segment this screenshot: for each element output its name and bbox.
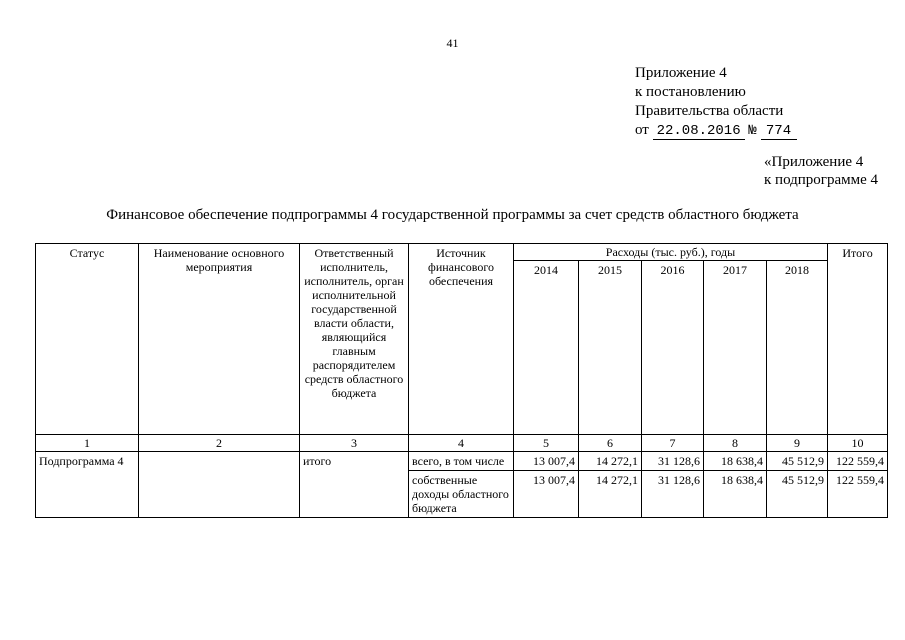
column-number: 2 xyxy=(139,435,300,452)
column-number: 5 xyxy=(514,435,579,452)
value-cell: 31 128,6 xyxy=(642,471,704,518)
header-year-2015: 2015 xyxy=(579,261,642,435)
sub-annex-block xyxy=(764,153,878,189)
column-number: 10 xyxy=(828,435,888,452)
header-year-2016: 2016 xyxy=(642,261,704,435)
financing-table xyxy=(35,243,888,518)
annex-date-prefix: от xyxy=(635,122,649,138)
column-number: 9 xyxy=(767,435,828,452)
total-cell: 122 559,4 xyxy=(828,471,888,518)
column-number-row xyxy=(36,435,888,452)
document-title: Финансовое обеспечение подпрограммы 4 государственной программы за счет средств областного бюджета xyxy=(106,207,799,223)
name-cell xyxy=(139,452,300,518)
value-cell: 13 007,4 xyxy=(514,471,579,518)
header-row-1 xyxy=(36,244,888,261)
value-cell: 14 272,1 xyxy=(579,452,642,471)
annex-date: 22.08.2016 xyxy=(653,124,745,140)
column-number: 1 xyxy=(36,435,139,452)
annex-line-2: к постановлению xyxy=(635,84,746,100)
sub-annex-line-1: «Приложение 4 xyxy=(764,154,864,170)
table-row xyxy=(36,452,888,471)
value-cell: 45 512,9 xyxy=(767,471,828,518)
sub-annex-line-2: к подпрограмме 4 xyxy=(764,172,878,188)
header-source: Источник финансового обеспечения xyxy=(409,244,514,435)
status-cell: Подпрограмма 4 xyxy=(36,452,139,518)
annex-number-sign: № xyxy=(748,123,757,139)
header-year-2018: 2018 xyxy=(767,261,828,435)
header-year-2014: 2014 xyxy=(514,261,579,435)
total-cell: 122 559,4 xyxy=(828,452,888,471)
annex-number: 774 xyxy=(761,124,797,140)
header-responsible: Ответственный исполнитель, исполнитель, орган исполнительной государственной власти области, являющийся главным распорядителем средств областного бюджета xyxy=(300,244,409,435)
column-number: 4 xyxy=(409,435,514,452)
header-name: Наименование основного мероприятия xyxy=(139,244,300,435)
source-cell: всего, в том числе xyxy=(409,452,514,471)
annex-block xyxy=(635,64,797,141)
value-cell: 14 272,1 xyxy=(579,471,642,518)
header-status: Статус xyxy=(36,244,139,435)
annex-date-line xyxy=(635,121,797,141)
value-cell: 18 638,4 xyxy=(704,452,767,471)
column-number: 8 xyxy=(704,435,767,452)
responsible-cell: итого xyxy=(300,452,409,518)
header-total: Итого xyxy=(828,244,888,435)
header-year-2017: 2017 xyxy=(704,261,767,435)
page-number: 41 xyxy=(446,36,459,50)
source-cell: собственные доходы областного бюджета xyxy=(409,471,514,518)
value-cell: 31 128,6 xyxy=(642,452,704,471)
value-cell: 13 007,4 xyxy=(514,452,579,471)
column-number: 3 xyxy=(300,435,409,452)
value-cell: 45 512,9 xyxy=(767,452,828,471)
value-cell: 18 638,4 xyxy=(704,471,767,518)
column-number: 6 xyxy=(579,435,642,452)
annex-line-3: Правительства области xyxy=(635,103,784,119)
header-expenses: Расходы (тыс. руб.), годы xyxy=(514,244,828,261)
annex-line-1: Приложение 4 xyxy=(635,65,727,81)
column-number: 7 xyxy=(642,435,704,452)
